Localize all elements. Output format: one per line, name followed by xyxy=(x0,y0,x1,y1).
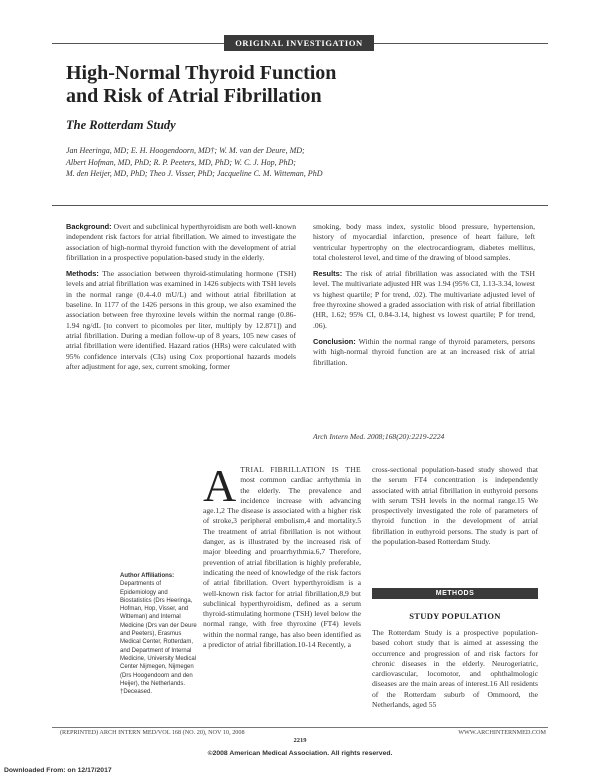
conclusion-label: Conclusion: xyxy=(313,336,356,346)
article-subtitle: The Rotterdam Study xyxy=(66,118,176,132)
abstract-left-column xyxy=(66,222,296,378)
section-label: ORIGINAL INVESTIGATION xyxy=(224,35,374,51)
body-column-1 xyxy=(203,460,361,650)
footer-line xyxy=(60,729,546,736)
affiliations-text: Departments of Epidemiology and Biostatistics (Drs Heeringa, Hofman, Hop, Visser, and Witteman) and Internal Medicine (Drs van der Deure and Peeters), Erasmus Medical Center, Rotterdam, and Department of Internal Medicine, University Medical Center Nijmegen, Nijmegen (Drs Hoogendoorn and den Heijer), the Netherlands. †Deceased. xyxy=(120,581,197,696)
results-text: The risk of atrial fibrillation was associated with the TSH level. The multivariate adjusted HR was 1.94 (95% CI, 1.13-3.34, lowest vs highest quartile; P for trend, .02). The multivariate adjusted level of free thyroxine showed a graded association with risk of atrial fibrillation (HR, 1.62; 95% CI, 0.84-3.14, highest vs lowest quartile; P for trend, .06). xyxy=(313,269,536,330)
affiliations-heading: Author Affiliations: xyxy=(120,573,175,579)
journal-citation: Arch Intern Med. 2008;168(20):2219-2224 xyxy=(313,432,445,441)
author-affiliations xyxy=(120,572,198,696)
article-title xyxy=(66,62,466,108)
background-label: Background: xyxy=(66,222,112,231)
abstract-results xyxy=(313,269,535,331)
column-2-text: cross-sectional population-based study showed that the serum FT4 concentration is independently associated with atrial fibrillation in euthyroid persons with serum TSH levels in the normal range.15 We prospectively investigated the role of parameters of thyroid function in the development of atrial fibrillation in euthyroid persons. The study is part of the population-based Rotterdam Study. xyxy=(372,465,538,547)
methods-text: The association between thyroid-stimulating hormone (TSH) levels and atrial fibrillation was examined in 1426 subjects with TSH levels in the normal range (0.4-4.0 mU/L) and without atrial fibrillation at baseline. In 1177 of the 1426 persons in this group, we also examined the association between free thyroxine levels within the normal range (0.86-1.94 ng/dL [to convert to picomoles per liter, multiply by 12.871]) and atrial fibrillation. During a median follow-up of 8 years, 105 new cases of atrial fibrillation were identified. Hazard ratios (HRs) were calculated with 95% confidence intervals (CIs) using Cox proportional hazards models after adjustment for age, sex, current smoking, former xyxy=(66,269,296,371)
authors-line-1: Jan Heeringa, MD; E. H. Hoogendoorn, MD†; W. M. van der Deure, MD; xyxy=(66,146,305,155)
body-column-2 xyxy=(372,465,538,547)
study-population-heading: STUDY POPULATION xyxy=(409,611,501,621)
abstract-right-column xyxy=(313,222,535,374)
title-line-2: and Risk of Atrial Fibrillation xyxy=(66,85,322,107)
footer-journal: (REPRINTED) ARCH INTERN MED/VOL 168 (NO. 20), NOV 10, 2008 xyxy=(60,729,245,736)
lead-in: TRIAL FIBRILLATION IS THE xyxy=(240,465,361,474)
abstract-top-rule xyxy=(52,205,548,206)
title-line-1: High-Normal Thyroid Function xyxy=(66,62,337,84)
intro-text: most common cardiac arrhythmia in the elderly. The prevalence and incidence increase with advancing age.1,2 The disease is associated with a higher risk of stroke,3 peripheral embolism,4 and mortality.5 The treatment of atrial fibrillation is not without danger, as is illustrated by the increased risk of major bleeding and proarrhythmia.6,7 Therefore, prevention of atrial fibrillation is highly preferable, indicating the need of knowledge of the risk factors of atrial fibrillation. Overt hyperthyroidism is a well-known risk factor for atrial fibrillation,8,9 but subclinical hyperthyroidism, defined as a serum thyroid-stimulating hormone (TSH) level below the normal range, with free thyroxine (FT4) levels within the normal range, has also been identified as a predictor of atrial fibrillation.10-14 Recently, a xyxy=(203,475,361,650)
study-population-text: The Rotterdam Study is a prospective population-based cohort study that is aimed at assessing the occurrence and progression of and risk factors for chronic diseases in the elderly. Neurogeriatric, cardiovascular, locomotor, and ophthalmologic diseases are the main areas of interest.16 All residents of the Rotterdam suburb of Ommoord, the Netherlands, aged 55 xyxy=(372,628,538,710)
abstract-background xyxy=(66,222,296,263)
abstract-methods xyxy=(66,269,296,372)
author-list xyxy=(66,145,466,180)
authors-line-3: M. den Heijer, MD, PhD; Theo J. Visser, PhD; Jacqueline C. M. Witteman, PhD xyxy=(66,169,323,178)
methods-label: Methods: xyxy=(66,269,99,279)
copyright-notice: ©2008 American Medical Association. All rights reserved. xyxy=(207,750,393,757)
methods-heading: METHODS xyxy=(372,588,538,599)
header-rule-left xyxy=(52,43,224,44)
background-text: Overt and subclinical hyperthyroidism are both well-known independent risk factors for atrial fibrillation. We aimed to investigate the association of high-normal thyroid function with the development of atrial fibrillation in a prospective population-based study in the elderly. xyxy=(66,222,296,262)
results-label: Results: xyxy=(313,269,343,279)
page-number: 2219 xyxy=(293,737,307,744)
footer-website: WWW.ARCHINTERNMED.COM xyxy=(458,729,546,736)
methods-continued: smoking, body mass index, systolic blood pressure, hypertension, history of myocardial infarction, presence of heart failure, left ventricular hypertrophy on the electrocardiogram, diabetes mellitus, total cholesterol level, and time of the drawing of blood samples. xyxy=(313,222,535,262)
conclusion-text: Within the normal range of thyroid parameters, persons with high-normal thyroid function are at an increased risk of atrial fibrillation. xyxy=(313,336,535,367)
abstract-conclusion xyxy=(313,337,535,368)
authors-line-2: Albert Hofman, MD, PhD; R. P. Peeters, MD, PhD; W. C. J. Hop, PhD; xyxy=(66,157,296,167)
footer-rule xyxy=(52,727,548,728)
header-rule-right xyxy=(374,43,548,44)
drop-cap: A xyxy=(203,460,237,511)
download-stamp: Downloaded From: on 12/17/2017 xyxy=(4,767,112,774)
